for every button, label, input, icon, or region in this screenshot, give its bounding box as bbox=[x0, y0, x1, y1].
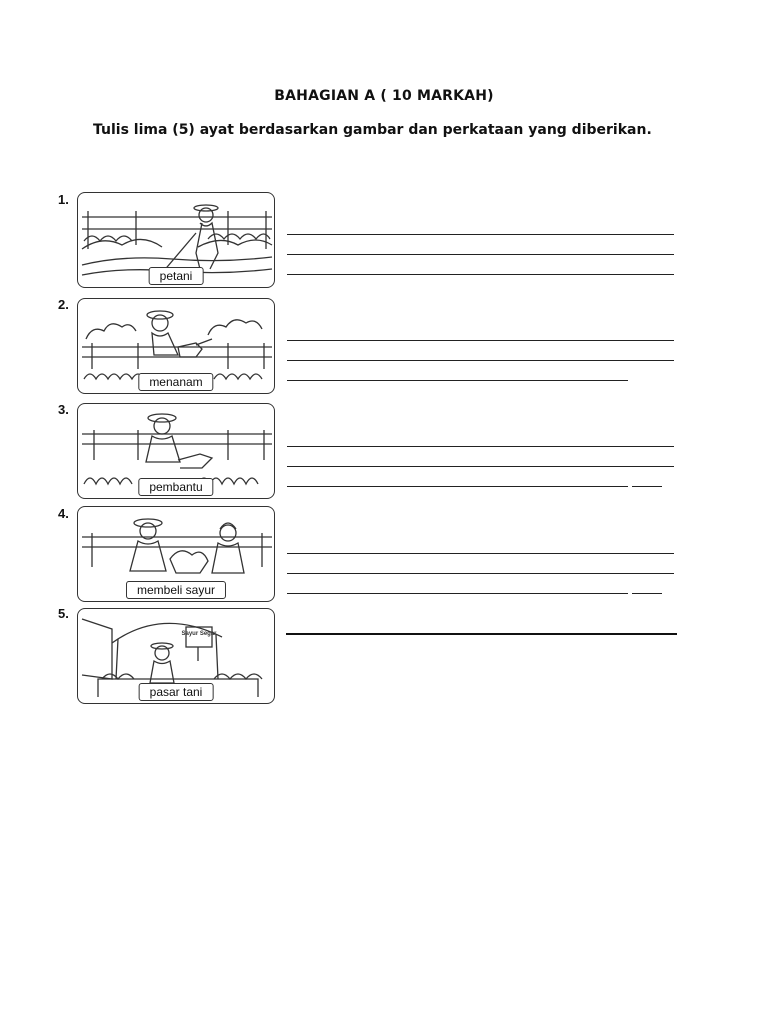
stall-sign-text: Sayur Segar bbox=[181, 631, 217, 637]
answer-line-4c[interactable] bbox=[287, 593, 628, 594]
answer-line-4a[interactable] bbox=[287, 553, 674, 554]
answer-line-2b[interactable] bbox=[287, 360, 674, 361]
word-caption-3: pembantu bbox=[138, 478, 213, 496]
answer-line-3d[interactable] bbox=[632, 486, 662, 487]
answer-line-4b[interactable] bbox=[287, 573, 674, 574]
question-number-3: 3. bbox=[58, 402, 69, 417]
answer-line-1a[interactable] bbox=[287, 234, 674, 235]
question-number-2: 2. bbox=[58, 297, 69, 312]
picture-pasar-tani bbox=[77, 608, 275, 704]
answer-line-3c[interactable] bbox=[287, 486, 628, 487]
section-title: BAHAGIAN A ( 10 MARKAH) bbox=[274, 88, 494, 104]
picture-membeli-sayur bbox=[77, 506, 275, 602]
question-number-1: 1. bbox=[58, 192, 69, 207]
picture-petani bbox=[77, 192, 275, 288]
instruction-text: Tulis lima (5) ayat berdasarkan gambar dan perkataan yang diberikan. bbox=[93, 122, 652, 138]
answer-line-5a[interactable] bbox=[286, 633, 677, 635]
picture-pembantu bbox=[77, 403, 275, 499]
question-number-5: 5. bbox=[58, 606, 69, 621]
question-number-4: 4. bbox=[58, 506, 69, 521]
picture-menanam bbox=[77, 298, 275, 394]
answer-line-1b[interactable] bbox=[287, 254, 674, 255]
answer-line-3b[interactable] bbox=[287, 466, 674, 467]
answer-line-3a[interactable] bbox=[287, 446, 674, 447]
word-caption-5: pasar tani bbox=[139, 683, 214, 701]
word-caption-2: menanam bbox=[138, 373, 213, 391]
word-caption-4: membeli sayur bbox=[126, 581, 226, 599]
word-caption-1: petani bbox=[149, 267, 204, 285]
answer-line-2c[interactable] bbox=[287, 380, 628, 381]
answer-line-1c[interactable] bbox=[287, 274, 674, 275]
answer-line-4d[interactable] bbox=[632, 593, 662, 594]
answer-line-2a[interactable] bbox=[287, 340, 674, 341]
